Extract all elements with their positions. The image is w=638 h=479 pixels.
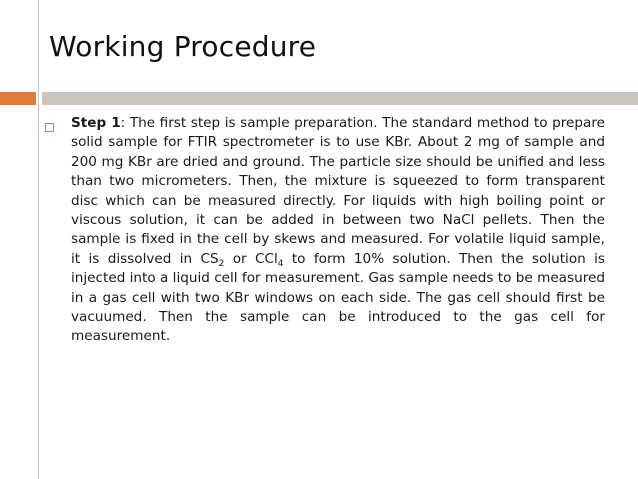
bullet-paragraph bbox=[71, 114, 605, 347]
step-separator: : bbox=[120, 115, 130, 131]
paragraph-part-3: to form 10% solution. Then the solution is injected into a liquid cell for measurement. Gas sample needs to be measured in a gas cell with two KBr windows on each side. The gas cell should first be vacuumed. Then the sample can be introduced to the gas cell for measurement. bbox=[71, 250, 605, 345]
paragraph-part-1: The first step is sample preparation. The standard method to prepare solid sample for FTIR spectrometer is to use KBr. About 2 mg of sample and 200 mg KBr are dried and ground. The particle size should be unified and less than two micrometers. Then, the mixture is squeezed to form transparent disc which can be measured directly. For liquids with high boiling point or viscous solution, it can be added in between two NaCl pellets. Then the sample is fixed in the cell by skews and measured. For volatile liquid sample, it is dissolved in CS bbox=[71, 115, 605, 267]
subscript-2: 2 bbox=[218, 258, 225, 269]
vertical-rule bbox=[38, 0, 39, 479]
bullet-text bbox=[71, 114, 605, 347]
accent-bar bbox=[0, 92, 36, 105]
step-label: Step 1 bbox=[71, 115, 121, 131]
slide-title: Working Procedure bbox=[49, 30, 317, 63]
title-underline-bar bbox=[42, 92, 638, 105]
paragraph-part-2: or CCl bbox=[224, 250, 278, 267]
square-bullet-icon bbox=[45, 123, 54, 132]
subscript-4: 4 bbox=[277, 258, 284, 269]
